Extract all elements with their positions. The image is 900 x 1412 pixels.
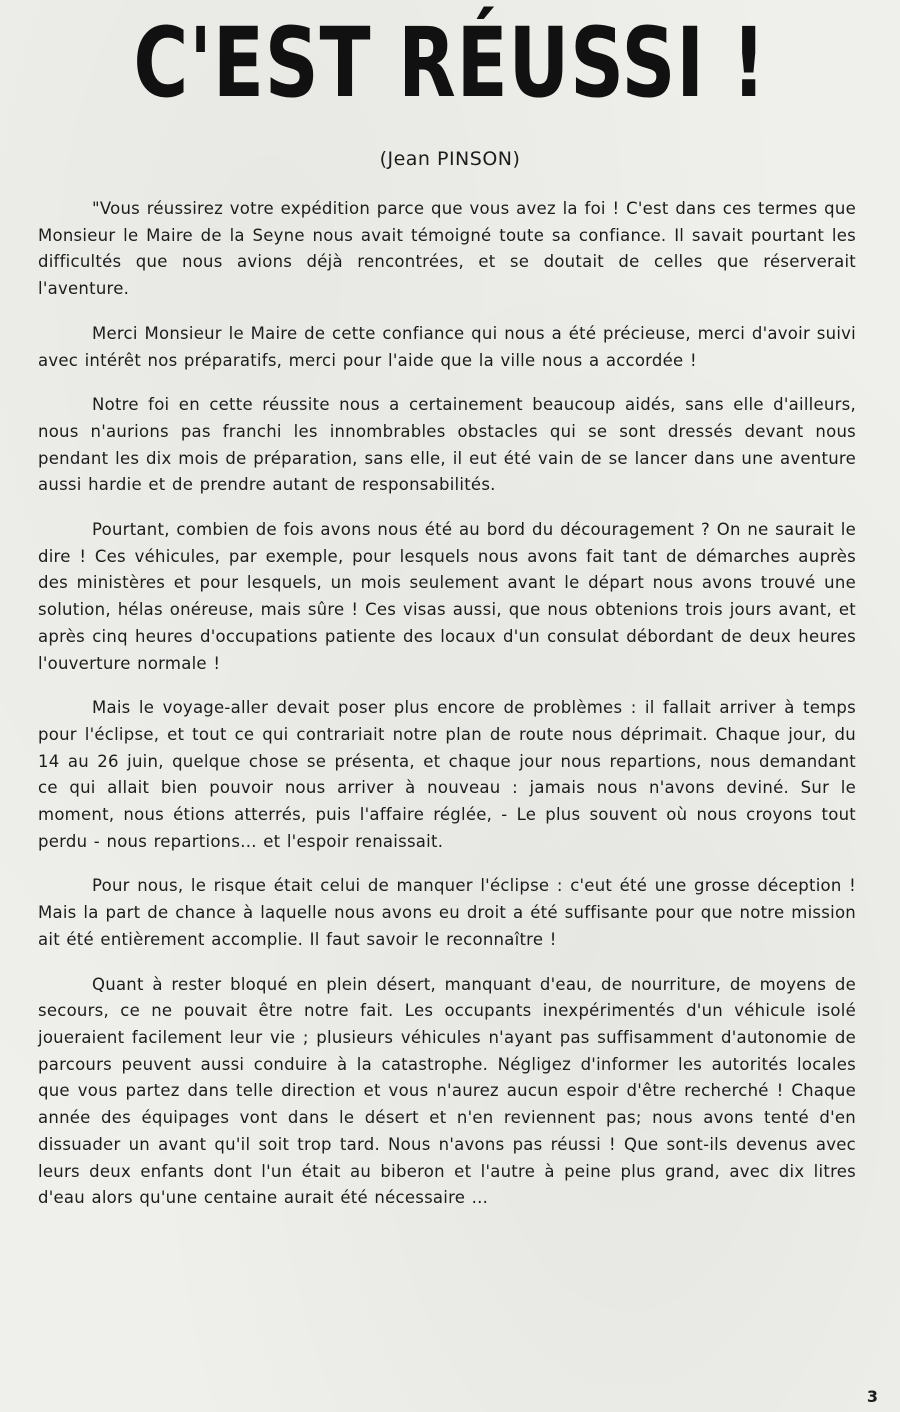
paragraph: Quant à rester bloqué en plein désert, manquant d'eau, de nourriture, de moyens de secours, ce ne pouvait être notre fait. Les occupants inexpérimentés d'un véhicule isolé joueraient facilement leur vie ; plusieurs véhicules n'ayant pas suffisamment d'autonomie de parcours peuvent aussi conduire à la catastrophe. Négligez d'informer les autorités locales que vous partez dans telle direction et vous n'aurez aucun espoir d'être recherché ! Chaque année des équipages vont dans le désert et n'en reviennent pas; nous avons tenté d'en dissuader un avant qu'il soit trop tard. Nous n'avons pas réussi ! Que sont-ils devenus avec leurs deux enfants dont l'un était au biberon et l'autre à peine plus grand, avec dix litres d'eau alors qu'une centaine aurait été nécessaire ... <box>38 974 856 1208</box>
paragraph: "Vous réussirez votre expédition parce que vous avez la foi ! C'est dans ces termes que Monsieur le Maire de la Seyne nous avait témoigné toute sa confiance. Il savait pourtant les difficultés que nous avions déjà rencontrées, et se doutait de celles que réserverait l'aventure. <box>38 199 856 299</box>
paragraph: Merci Monsieur le Maire de cette confiance qui nous a été précieuse, merci d'avoir suivi avec intérêt nos préparatifs, merci pour l'aide que la ville nous a accordée ! <box>38 323 856 370</box>
paragraph: Pourtant, combien de fois avons nous été au bord du découragement ? On ne saurait le dire ! Ces véhicules, par exemple, pour lesquels nous avons fait tant de démarches auprès des ministères et pour lesquels, un mois seulement avant le départ nous avons trouvé une solution, hélas onéreuse, mais sûre ! Ces visas aussi, que nous obtenions trois jours avant, et après cinq heures d'occupations patiente des locaux d'un consulat débordant de deux heures l'ouverture normale ! <box>38 520 856 673</box>
article-title: C'EST RÉUSSI ! <box>133 7 767 119</box>
article-body <box>38 196 856 1212</box>
paragraph: Mais le voyage-aller devait poser plus encore de problèmes : il fallait arriver à temps pour l'éclipse, et tout ce qui contrariait notre plan de route nous déprimait. Chaque jour, du 14 au 26 juin, quelque chose se présenta, et chaque jour nous repartions, nous demandant ce qui allait bien pouvoir nous arriver à nouveau : jamais nous n'avons deviné. Sur le moment, nous étions atterrés, puis l'affaire réglée, - Le plus souvent où nous croyons tout perdu - nous repartions... et l'espoir renaissait. <box>38 698 856 851</box>
article-author: (Jean PINSON) <box>379 148 521 170</box>
paragraph: Notre foi en cette réussite nous a certainement beaucoup aidés, sans elle d'ailleurs, nous n'aurions pas franchi les innombrables obstacles qui se sont dressés devant nous pendant les dix mois de préparation, sans elle, il eut été vain de se lancer dans une aventure aussi hardie et de prendre autant de responsabilités. <box>38 395 856 495</box>
paragraph: Pour nous, le risque était celui de manquer l'éclipse : c'eut été une grosse déception ! Mais la part de chance à laquelle nous avons eu droit a été suffisante pour que notre mission ait été entièrement accomplie. Il faut savoir le reconnaître ! <box>38 876 856 949</box>
page-number: 3 <box>866 1387 878 1406</box>
